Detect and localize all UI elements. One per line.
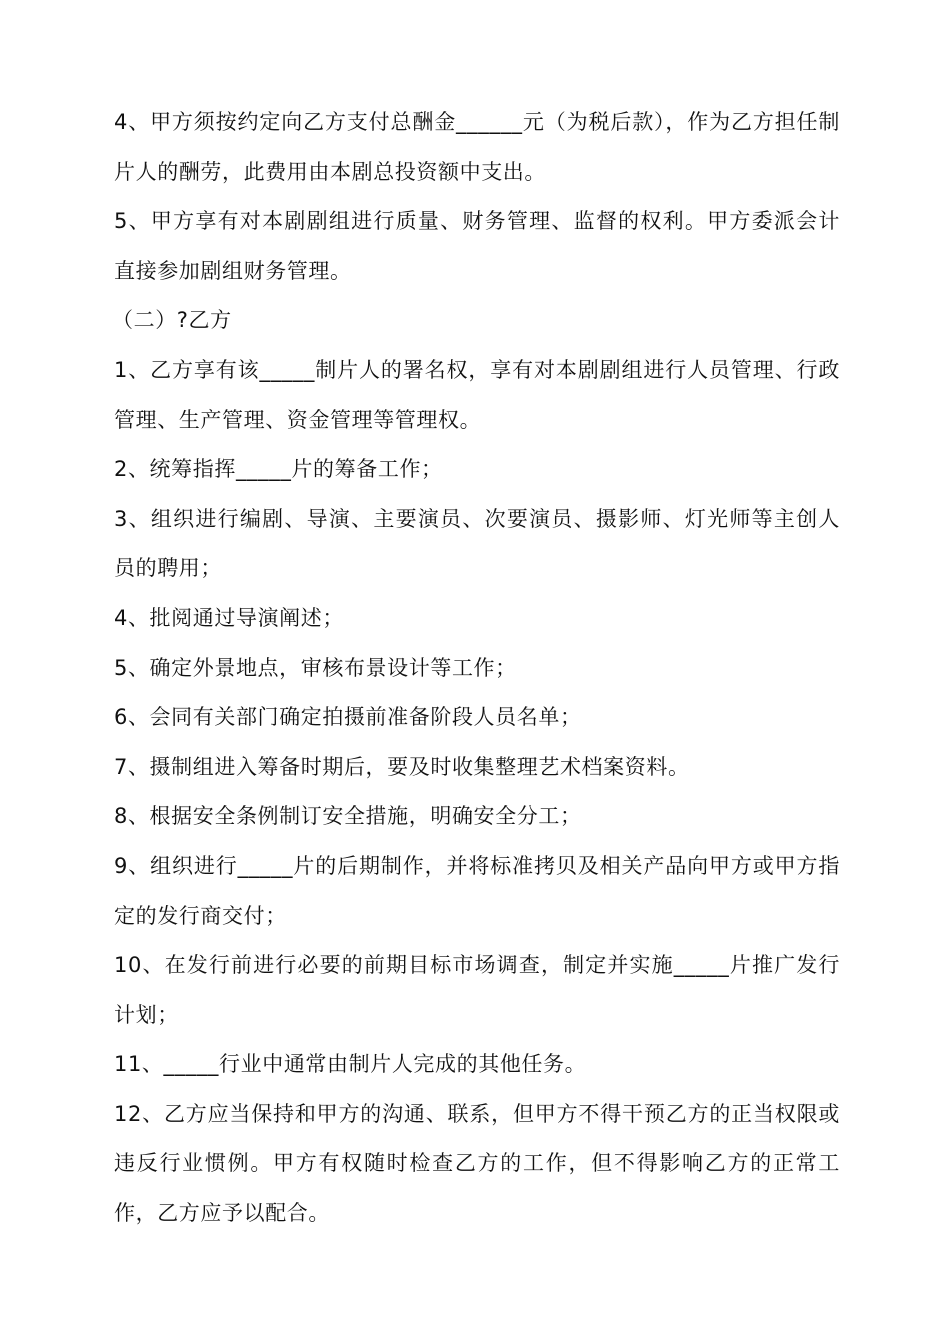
document-body bbox=[114, 98, 840, 1239]
clause-paragraph: 1、乙方享有该_____制片人的署名权，享有对本剧剧组进行人员管理、行政管理、生产管理、资金管理等管理权。 bbox=[114, 357, 840, 432]
clause-paragraph: 5、甲方享有对本剧剧组进行质量、财务管理、监督的权利。甲方委派会计直接参加剧组财务管理。 bbox=[114, 209, 840, 283]
clause-paragraph: 4、批阅通过导演阐述； bbox=[114, 605, 344, 630]
clause-paragraph: 3、组织进行编剧、导演、主要演员、次要演员、摄影师、灯光师等主创人员的聘用； bbox=[114, 506, 840, 581]
clause-paragraph: 6、会同有关部门确定拍摄前准备阶段人员名单； bbox=[114, 705, 582, 730]
clause-paragraph: 2、统筹指挥_____片的筹备工作； bbox=[114, 457, 443, 482]
clause-paragraph: 8、根据安全条例制订安全措施，明确安全分工； bbox=[114, 804, 582, 829]
clause-paragraph: 5、确定外景地点，审核布景设计等工作； bbox=[114, 655, 517, 680]
clause-paragraph: 7、摄制组进入筹备时期后，要及时收集整理艺术档案资料。 bbox=[114, 754, 690, 779]
clause-paragraph: 4、甲方须按约定向乙方支付总酬金______元（为税后款），作为乙方担任制片人的酬劳，此费用由本剧总投资额中支出。 bbox=[114, 110, 840, 184]
clause-paragraph: 12、乙方应当保持和甲方的沟通、联系，但甲方不得干预乙方的正当权限或违反行业惯例。甲方有权随时检查乙方的工作，但不得影响乙方的正常工作，乙方应予以配合。 bbox=[114, 1101, 840, 1226]
section-heading: （二）?乙方 bbox=[112, 308, 232, 333]
clause-paragraph: 11、_____行业中通常由制片人完成的其他任务。 bbox=[114, 1052, 587, 1077]
clause-paragraph: 10、在发行前进行必要的前期目标市场调查，制定并实施_____片推广发行计划； bbox=[114, 953, 840, 1027]
clause-paragraph: 9、组织进行_____片的后期制作，并将标准拷贝及相关产品向甲方或甲方指定的发行商交付； bbox=[114, 853, 840, 928]
